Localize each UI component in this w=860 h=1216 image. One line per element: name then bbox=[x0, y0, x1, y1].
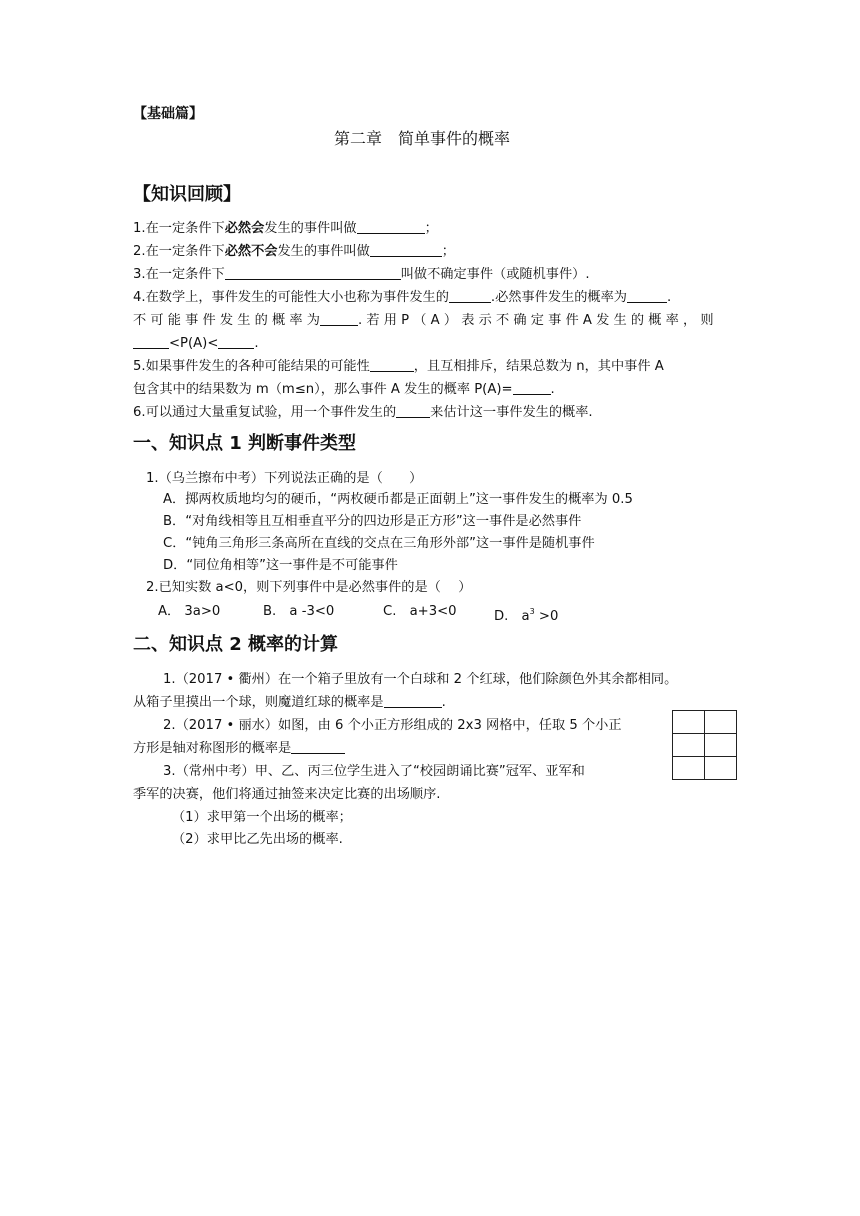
section-tag: 【基础篇】 bbox=[133, 106, 203, 122]
answer-blank bbox=[384, 694, 442, 708]
answer-blank bbox=[396, 404, 430, 418]
s2-q2-line1: 2.（2017 • 丽水）如图，由 6 个小正方形组成的 2x3 网格中，任取 5 个小正 bbox=[163, 718, 622, 733]
answer-blank bbox=[320, 312, 358, 326]
review-line-3: 3.在一定条件下 叫做不确定事件（或随机事件）. bbox=[133, 267, 590, 282]
s1-q1-option-d: D．“同位角相等”这一事件是不可能事件 bbox=[163, 558, 398, 573]
s2-q2-line2: 方形是轴对称图形的概率是 bbox=[133, 739, 345, 759]
answer-blank bbox=[370, 243, 442, 257]
section-1-heading: 一、知识点 1 判断事件类型 bbox=[133, 433, 357, 454]
answer-blank bbox=[627, 289, 667, 303]
s2-q1-line1: 1.（2017 • 衢州）在一个箱子里放有一个白球和 2 个红球，他们除颜色外其余都相同。 bbox=[163, 672, 678, 687]
answer-blank bbox=[291, 740, 345, 754]
chapter-title: 第二章 简单事件的概率 bbox=[334, 129, 511, 148]
answer-blank bbox=[513, 381, 551, 395]
answer-blank bbox=[218, 335, 254, 349]
review-line-1: 1.在一定条件下必然会发生的事件叫做 ； bbox=[133, 221, 438, 236]
grid-cell bbox=[673, 734, 705, 757]
grid-cell bbox=[673, 711, 705, 734]
review-line-5: 5.如果事件发生的各种可能结果的可能性 ，且互相排斥，结果总数为 n，其中事件 A bbox=[133, 359, 664, 374]
s2-q3-sub2: （2）求甲比乙先出场的概率. bbox=[172, 832, 343, 847]
s2-q3-line1: 3.（常州中考）甲、乙、丙三位学生进入了“校园朗诵比赛”冠军、亚军和 bbox=[163, 764, 585, 779]
s1-q1-option-c: C．“钝角三角形三条高所在直线的交点在三角形外部”这一事件是随机事件 bbox=[163, 536, 595, 551]
s1-question-1: 1.（乌兰擦布中考）下列说法正确的是（ ） bbox=[146, 471, 423, 486]
s1-question-2: 2.已知实数 a<0，则下列事件中是必然事件的是（ ） bbox=[146, 580, 472, 595]
s2-q3-sub1: （1）求甲第一个出场的概率； bbox=[172, 810, 352, 825]
s1-q2-option-d: D. $a^3 >0$ bbox=[494, 607, 559, 624]
answer-blank bbox=[133, 335, 169, 349]
s1-q2-option-a: A． 3a>0 bbox=[158, 604, 221, 619]
section-2-heading: 二、知识点 2 概率的计算 bbox=[133, 634, 339, 655]
s2-q1-line2: 从箱子里摸出一个球，则魔道红球的概率是 . bbox=[133, 695, 446, 710]
grid-cell bbox=[705, 757, 737, 780]
s1-q2-option-c: C. a+3<0 bbox=[383, 604, 457, 619]
grid-figure bbox=[672, 710, 737, 780]
grid-cell bbox=[705, 734, 737, 757]
review-heading: 【知识回顾】 bbox=[133, 184, 241, 205]
review-line-4c: <P(A)< . bbox=[133, 334, 259, 354]
answer-blank bbox=[370, 358, 414, 372]
review-line-2: 2.在一定条件下必然不会发生的事件叫做 ； bbox=[133, 244, 455, 259]
answer-blank bbox=[357, 220, 425, 234]
review-line-4: 4.在数学上，事件发生的可能性大小也称为事件发生的 .必然事件发生的概率为 . bbox=[133, 290, 672, 305]
review-line-4b: 不 可 能 事 件 发 生 的 概 率 为 . 若 用 P （ A ） 表 示 不 确 定 事 件 A 发 生 的 概 率 ， 则 bbox=[133, 313, 714, 328]
s2-q3-line2: 季军的决赛，他们将通过抽签来决定比赛的出场顺序. bbox=[133, 787, 441, 802]
grid-cell bbox=[673, 757, 705, 780]
review-line-6: 6.可以通过大量重复试验，用一个事件发生的 来估计这一事件发生的概率. bbox=[133, 405, 593, 420]
answer-blank bbox=[225, 266, 401, 280]
review-line-5b: 包含其中的结果数为 m（m≤n），那么事件 A 发生的概率 P(A)= . bbox=[133, 382, 555, 397]
s1-q1-option-b: B．“对角线相等且互相垂直平分的四边形是正方形”这一事件是必然事件 bbox=[163, 514, 582, 529]
grid-cell bbox=[705, 711, 737, 734]
s1-q1-option-a: A．掷两枚质地均匀的硬币，“两枚硬币都是正面朝上”这一事件发生的概率为 0.5 bbox=[163, 492, 633, 507]
answer-blank bbox=[449, 289, 491, 303]
s1-q2-option-b: B. a -3<0 bbox=[263, 604, 335, 619]
